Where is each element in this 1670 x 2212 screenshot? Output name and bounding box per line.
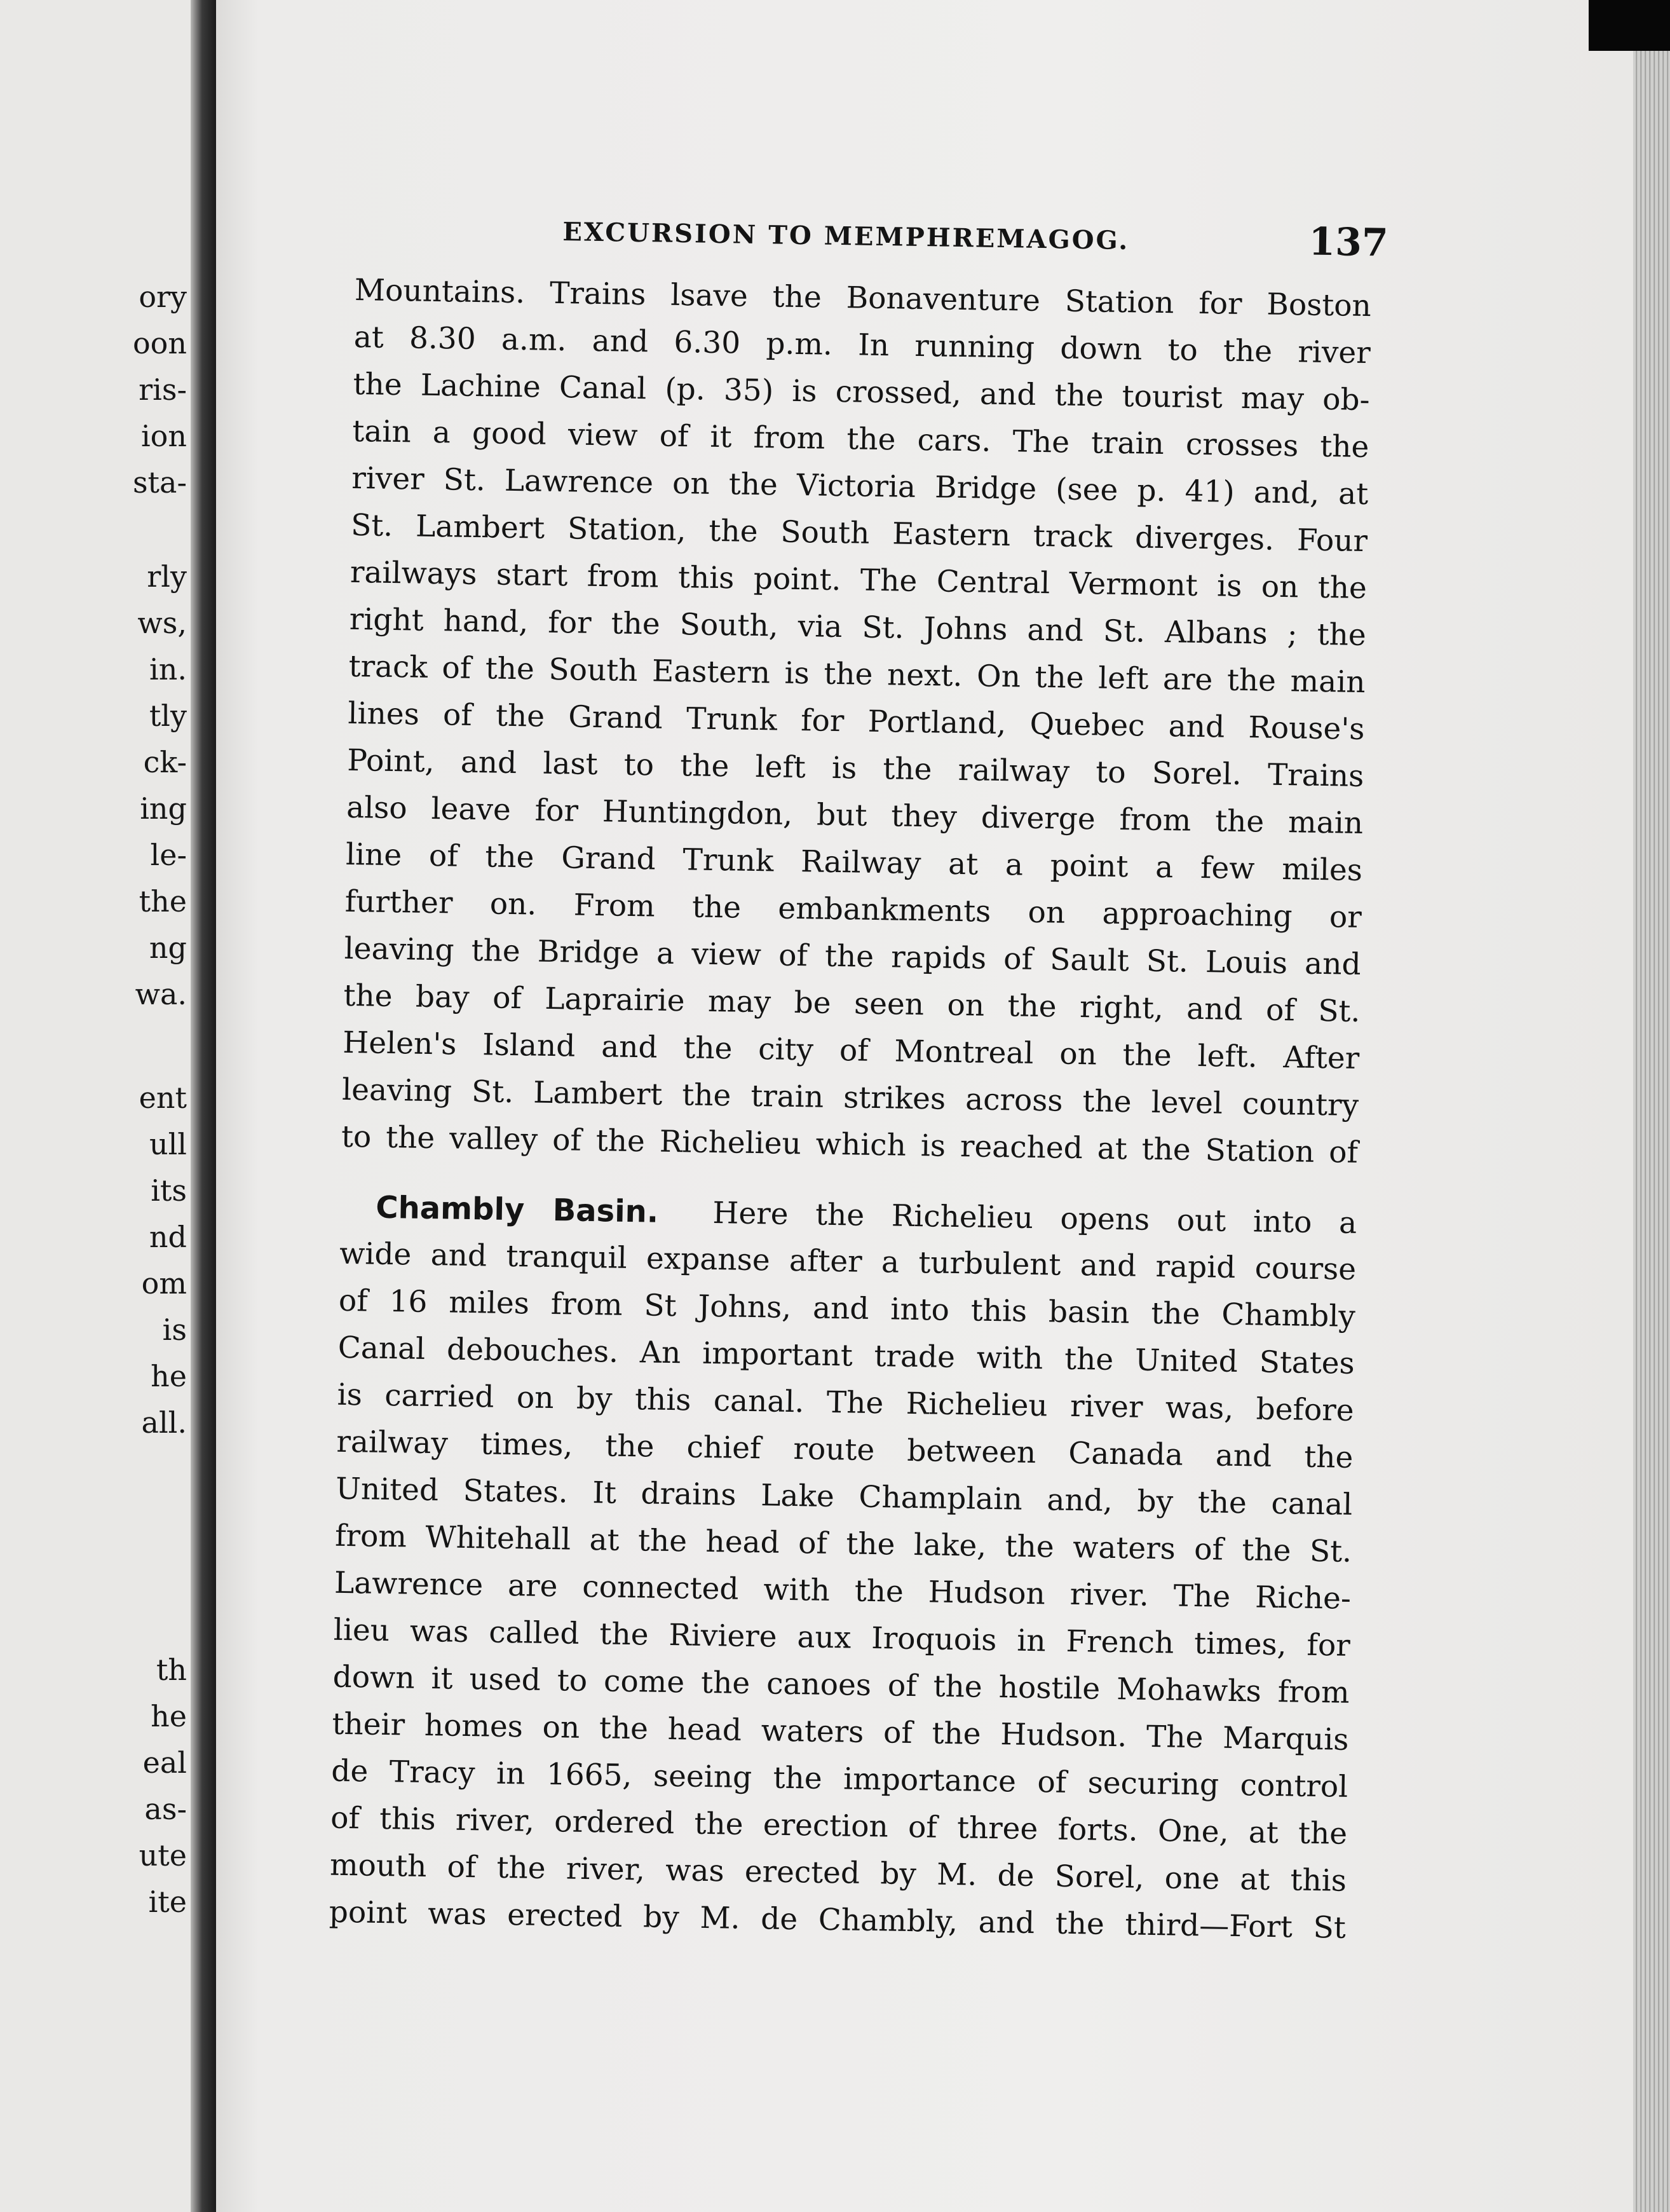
left-fragment: he [151,1699,187,1733]
text-line: right hand, for the South, via St. Johns and St. Albans ; the [349,601,1367,653]
text-line: railway times, the chief route between Canada and the [336,1424,1354,1475]
text-line: tain a good view of it from the cars. The train crosses the [352,413,1369,465]
text-line: at 8.30 a.m. and 6.30 p.m. In running down to the river [353,319,1371,371]
text-line: the bay of Laprairie may be seen on the right, and of St. [343,978,1361,1029]
left-fragment: ent [139,1081,187,1115]
text-line: also leave for Huntingdon, but they diverge from the main [346,789,1364,842]
text-line: Here the Richelieu opens out into a [712,1196,1357,1241]
left-fragment: sta- [132,465,187,500]
page-text-block [329,210,1389,1952]
text-line: Lawrence are connected with the Hudson river. The Riche- [334,1565,1352,1616]
book-gutter [191,0,216,2212]
left-fragment: tly [149,699,187,733]
text-line: St. Lambert Station, the South Eastern track diverges. Four [350,507,1368,559]
running-title: EXCURSION TO MEMPHREMAGOG. [562,217,1130,256]
left-fragment: he [151,1359,187,1393]
left-fragment: oon [132,326,187,360]
page-number: 137 [1308,219,1389,266]
left-fragment: om [141,1266,187,1301]
left-fragment: all. [141,1405,187,1440]
text-line: mouth of the river, was erected by M. de Sorel, one at this [329,1847,1347,1899]
text-line: United States. It drains Lake Champlain and, by the canal [335,1471,1353,1522]
text-line: is carried on by this canal. The Richelieu river was, before [337,1377,1354,1428]
text-line: lieu was called the Riviere aux Iroquois in French times, for [333,1612,1351,1663]
text-line: Mountains. Trains lsave the Bonaventure Station for Boston [354,272,1372,324]
section-lead: Chambly Basin. [375,1189,659,1230]
text-line: Helen's Island and the city of Montreal on the left. After [342,1025,1360,1076]
left-fragment: ck- [143,745,187,779]
text-line: Point, and last to the left is the railway to Sorel. Trains [346,742,1364,795]
text-line: track of the South Eastern is the next. On the left are the main [348,648,1366,700]
left-fragment: ute [139,1838,187,1873]
text-line: leaving St. Lambert the train strikes across the level country [341,1072,1359,1123]
left-fragment: in. [149,652,187,686]
left-fragment: ory [139,280,187,314]
text-line: Canal debouches. An important trade with the United States [337,1330,1355,1381]
scan-shadow [1589,0,1670,51]
left-fragment: ing [140,791,187,826]
text-line: leaving the Bridge a view of the rapids of Sault St. Louis and [344,931,1361,982]
text-line: de Tracy in 1665, seeing the importance of securing control [330,1753,1348,1805]
left-fragment: as- [144,1792,187,1826]
left-fragment: ite [148,1885,187,1919]
left-fragment: its [151,1173,187,1208]
text-line: the Lachine Canal (p. 35) is crossed, and the tourist may ob- [353,366,1370,418]
paragraph [329,1184,1357,1952]
page-edges [1633,38,1670,2212]
left-fragment: ris- [139,372,187,407]
text-line: wide and tranquil expanse after a turbulent and rapid course [339,1236,1357,1287]
text-line: from Whitehall at the head of the lake, the waters of the St. [334,1518,1352,1569]
text-line: line of the Grand Trunk Railway at a point a few miles [345,836,1363,889]
left-fragment: nd [149,1220,187,1254]
text-line: down it used to come the canoes of the hostile Mohawks from [332,1659,1350,1710]
left-fragment: is [162,1313,187,1347]
text-line: point was erected by M. de Chambly, and the third—Fort St [329,1894,1347,1946]
text-line: of 16 miles from St Johns, and into this basin the Chambly [338,1283,1356,1334]
text-line: their homes on the head waters of the Hudson. The Marquis [332,1706,1349,1758]
text-line: river St. Lawrence on the Victoria Bridge (see p. 41) and, at [351,460,1369,512]
left-fragment: ws, [137,606,187,640]
left-fragment: ull [149,1127,187,1161]
left-fragment: eal [142,1745,187,1780]
left-fragment: rly [147,559,187,594]
left-page-text-fragments [0,0,191,2212]
left-fragment: le- [150,838,187,872]
text-line: railways start from this point. The Central Vermont is on the [350,554,1368,606]
text-line: of this river, ordered the erection of three forts. One, at the [330,1800,1348,1852]
text-line: lines of the Grand Trunk for Portland, Quebec and Rouse's [348,695,1365,748]
left-fragment: ion [140,419,187,453]
left-fragment: th [156,1653,187,1687]
left-fragment: ng [149,931,187,965]
text-line: to the valley of the Richelieu which is reached at the Station of [341,1119,1359,1170]
paragraph [341,267,1372,1177]
left-fragment: the [139,884,187,918]
left-fragment: wa. [135,977,187,1011]
text-line: further on. From the embankments on approaching or [344,884,1362,935]
